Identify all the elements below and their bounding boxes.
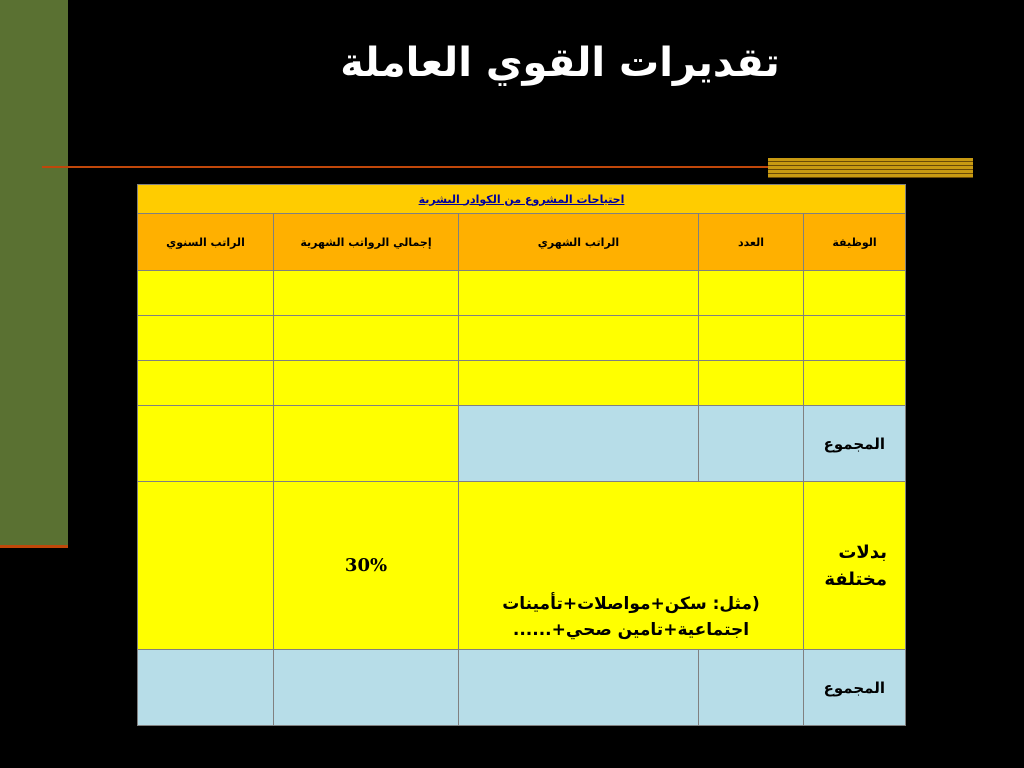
allowances-note: (مثل: سكن+مواصلات+تأمينات اجتماعية+تامين صحي+...... [459, 482, 804, 650]
title-divider-line [42, 166, 770, 168]
column-header-row [138, 214, 906, 271]
table-cell[interactable] [459, 316, 699, 361]
title-divider-block [768, 158, 973, 178]
allowances-row [138, 482, 906, 650]
column-header-job: الوظيفة [804, 214, 906, 271]
table-cell[interactable] [459, 271, 699, 316]
table-cell[interactable] [699, 406, 804, 482]
table-cell[interactable] [699, 316, 804, 361]
column-header-total-monthly-salaries: إجمالي الرواتب الشهرية [274, 214, 459, 271]
table-cell[interactable] [274, 361, 459, 406]
decorative-side-bar [0, 0, 68, 545]
table-heading [138, 185, 906, 214]
table-cell[interactable] [459, 361, 699, 406]
table-row [138, 316, 906, 361]
table-cell[interactable] [699, 361, 804, 406]
grand-total-row [138, 650, 906, 726]
table-cell[interactable] [804, 361, 906, 406]
allowances-label: بدلات مختلفة [804, 482, 906, 650]
table-cell[interactable] [804, 316, 906, 361]
subtotal-row [138, 406, 906, 482]
table-cell[interactable] [138, 482, 274, 650]
table-cell[interactable] [138, 271, 274, 316]
table-cell[interactable] [699, 271, 804, 316]
table-cell[interactable] [459, 406, 699, 482]
column-header-monthly-salary: الراتب الشهري [459, 214, 699, 271]
table-cell[interactable] [138, 361, 274, 406]
table-row [138, 361, 906, 406]
table-cell[interactable] [274, 650, 459, 726]
table-cell[interactable] [138, 316, 274, 361]
workforce-table-container [137, 184, 905, 725]
table-cell[interactable] [699, 650, 804, 726]
side-bar-accent-line [0, 545, 68, 548]
table-cell[interactable] [459, 650, 699, 726]
column-header-annual-salary: الراتب السنوي [138, 214, 274, 271]
table-cell[interactable] [274, 271, 459, 316]
table-heading-text[interactable]: احتياجات المشروع من الكوادر البشرية [418, 192, 625, 206]
workforce-table [137, 184, 906, 726]
table-cell[interactable] [138, 406, 274, 482]
table-cell[interactable] [274, 316, 459, 361]
table-row [138, 271, 906, 316]
table-cell[interactable] [274, 406, 459, 482]
allowances-percentage: 30% [274, 482, 459, 650]
subtotal-label: المجموع [804, 406, 906, 482]
table-cell[interactable] [138, 650, 274, 726]
column-header-count: العدد [699, 214, 804, 271]
table-cell[interactable] [804, 271, 906, 316]
table-heading-row [138, 185, 906, 214]
slide-title: تقديرات القوي العاملة [340, 40, 780, 86]
grand-total-label: المجموع [804, 650, 906, 726]
